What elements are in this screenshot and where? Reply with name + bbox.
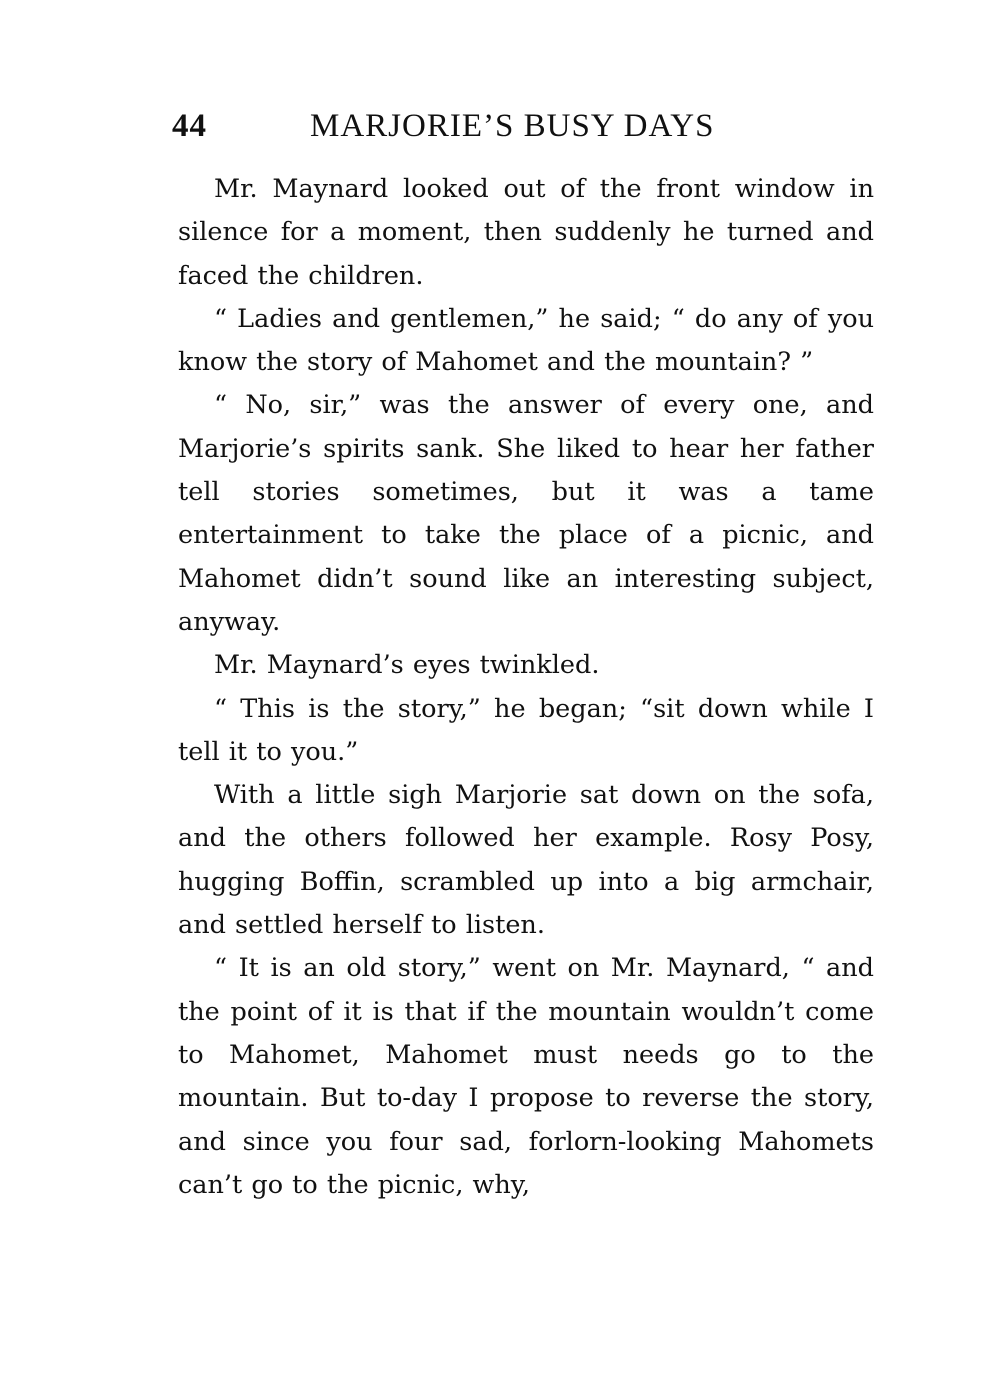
paragraph: “ This is the story,” he began; “sit down while I tell it to you.” bbox=[178, 693, 874, 767]
paragraph: “ Ladies and gentlemen,” he said; “ do any of you know the story of Mahomet and the mountain? ” bbox=[178, 303, 874, 378]
paragraph: Mr. Maynard looked out of the front window in silence for a moment, then suddenly he turned and faced the children. bbox=[178, 174, 874, 291]
running-title: MARJORIE’S BUSY DAYS bbox=[310, 108, 715, 144]
paragraph: With a little sigh Marjorie sat down on the sofa, and the others followed her example. Rosy Posy, hugging Boffin, scrambled up into a big armchair, and settled herself to listen. bbox=[178, 780, 874, 941]
running-head bbox=[172, 106, 740, 146]
paragraph: “ It is an old story,” went on Mr. Maynard, “ and the point of it is that if the mountain wouldn’t come to Mahomet, Mahomet must needs go to the mountain. But to-day I propose to reverse the story, and since you four sad, forlorn-looking Mahomets can’t go to the picnic, why, bbox=[178, 953, 874, 1200]
paragraph: Mr. Maynard’s eyes twinkled. bbox=[214, 650, 600, 681]
page-number: 44 bbox=[172, 108, 207, 144]
body-text bbox=[178, 168, 874, 1207]
paragraph: “ No, sir,” was the answer of every one, and Marjorie’s spirits sank. She liked to hear her father tell stories sometimes, but it was a tame entertainment to take the place of a picnic, and Mahomet didn’t sound like an interesting subject, anyway. bbox=[178, 390, 874, 637]
